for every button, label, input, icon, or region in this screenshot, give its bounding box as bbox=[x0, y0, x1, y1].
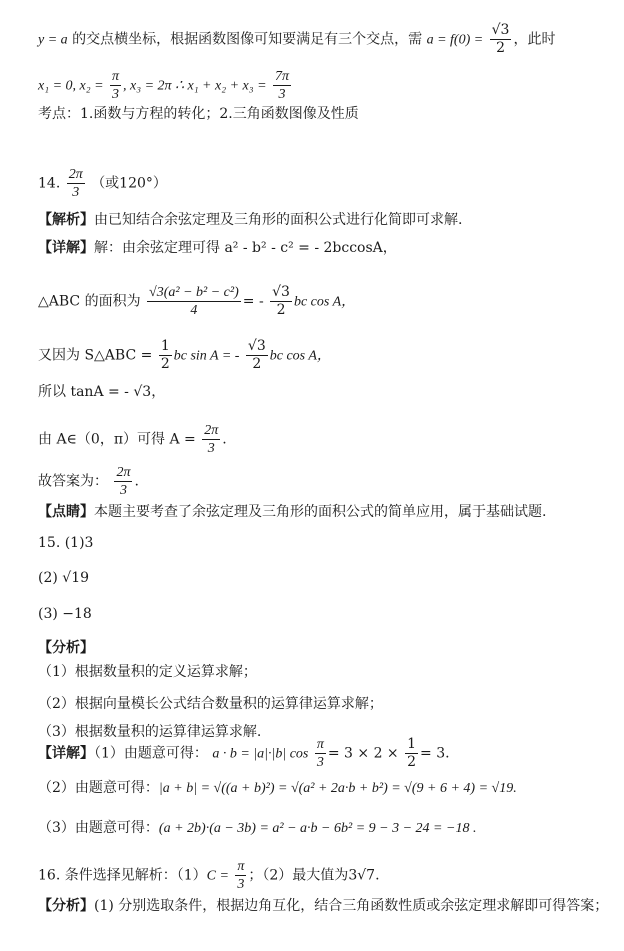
q14-also-line: 又因为 S△ABC = $\frac{1}{2}$ bc sin A = - $\frac{√3}{2}$ bc cos A， bbox=[38, 338, 331, 372]
fraction: $\frac{2\pi}{3}$ bbox=[116, 465, 131, 498]
q15-fenxi-2: （2）根据向量模长公式结合数量积的运算律运算求解； bbox=[38, 696, 383, 712]
q14-jiexi: 【解析】由已知结合余弦定理及三角形的面积公式进行化简即可求解. bbox=[38, 212, 463, 228]
fraction: $\frac{2\pi}{3}$ bbox=[68, 167, 83, 200]
q15-fenxi: 【分析】 bbox=[38, 640, 94, 656]
fraction: $\frac{\pi}{3}$ bbox=[237, 859, 245, 892]
fraction: $\frac{7\pi}{3}$ bbox=[275, 69, 290, 102]
fraction: $\frac{1}{2}$ bbox=[407, 736, 417, 770]
text-line: x₁ = 0, x₂ = $\frac{\pi}{3}$ , x₃ = 2π ∴ x₁ + x₂ + x₃ = $\frac{7\pi}{3}$ bbox=[38, 69, 290, 102]
q15-xiangjie-3: （3）由题意可得：(a + 2b)·(a − 3b) = a² − a·b − 6b² = 9 − 3 − 24 = −18 . bbox=[38, 820, 477, 836]
q14-area-line: △ABC 的面积为 $\frac{\text{√3(a² − b² − c²)}}{4}$ = - $\frac{√3}{2}$ bc cos A， bbox=[38, 284, 356, 318]
fraction: $\frac{√3}{2}$ bbox=[272, 284, 290, 318]
q15-answer-3: (3) −18 bbox=[38, 606, 92, 622]
q16-fenxi: 【分析】(1) 分别选取条件，根据边角互化，结合三角函数性质或余弦定理求解即可得答案； bbox=[38, 898, 609, 914]
kaodian-line: 考点：1.函数与方程的转化；2.三角函数图像及性质 bbox=[38, 106, 359, 122]
q14-dianjing: 【点睛】本题主要考查了余弦定理及三角形的面积公式的简单应用，属于基础试题. bbox=[38, 504, 547, 520]
fraction: $\frac{√3}{2}$ bbox=[491, 22, 510, 56]
q14-answer: 14. $\frac{2\pi}{3}$ （或120°） bbox=[38, 167, 167, 200]
q14-tan-line: 所以 tanA = - √3， bbox=[38, 384, 166, 400]
q14-range-line: 由 A∈（0，π）可得 A = $\frac{2\pi}{3}$ . bbox=[38, 423, 227, 456]
fraction: $\frac{2\pi}{3}$ bbox=[204, 423, 219, 456]
q15-xiangjie-2: （2）由题意可得：|a + b| = √((a + b)²) = √(a² + 2a·b + b²) = √(9 + 6 + 4) = √19. bbox=[38, 780, 517, 796]
q15-xiangjie-1: 【详解】（1）由题意可得： a · b = |a|·|b| cos $\frac{\pi}{3}$ = 3 × 2 × $\frac{1}{2}$ = 3. bbox=[38, 736, 450, 770]
q15-fenxi-1: （1）根据数量积的定义运算求解； bbox=[38, 664, 257, 680]
q14-answer-line: 故答案为： $\frac{2\pi}{3}$ . bbox=[38, 465, 139, 498]
q16-answer: 16. 条件选择见解析：（1）C = $\frac{\pi}{3}$ ；（2）最大值为3√7. bbox=[38, 859, 380, 892]
text-line: y = a 的交点横坐标，根据函数图像可知要满足有三个交点，需 a = f(0) = $\frac{√3}{2}$ ，此时 bbox=[38, 22, 556, 56]
fraction: $\frac{1}{2}$ bbox=[160, 338, 170, 372]
q15-fenxi-3: （3）根据数量积的运算律运算求解. bbox=[38, 724, 262, 740]
q15-answer-2: (2) √19 bbox=[38, 570, 90, 586]
q14-xiangjie: 【详解】解：由余弦定理可得 a² - b² - c² = - 2bccosA， bbox=[38, 240, 397, 256]
q15-answer-1: 15. (1)3 bbox=[38, 535, 94, 551]
fraction: $\frac{\pi}{3}$ bbox=[316, 737, 324, 770]
fraction: $\frac{√3}{2}$ bbox=[247, 338, 266, 372]
fraction: $\frac{\text{√3(a² − b² − c²)}}{4}$ bbox=[149, 285, 239, 318]
fraction: $\frac{\pi}{3}$ bbox=[112, 69, 120, 102]
